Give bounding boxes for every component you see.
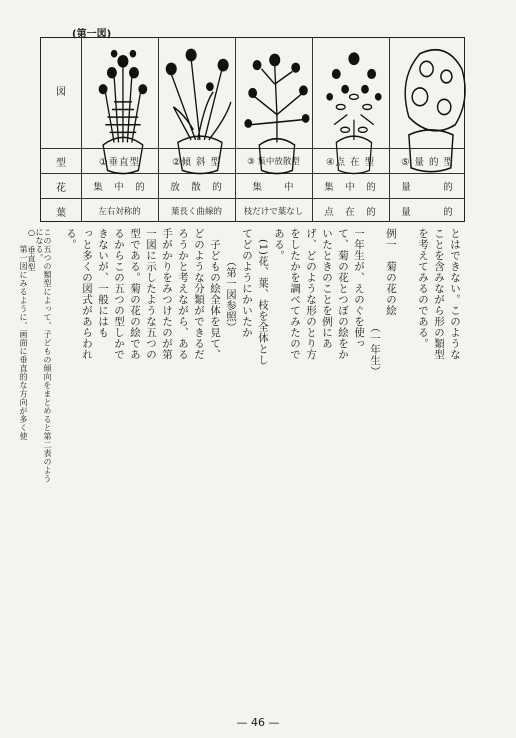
text-column: 第一図にみるように、画面に垂直的な方向が多く使 xyxy=(19,228,28,441)
text-column: この五つの類型によって、子どもの傾向をまとめると第二表のよう xyxy=(43,228,52,483)
text-column: 子どもの絵全体を見て、 xyxy=(209,228,221,360)
leaf-cell: 左右対称的 xyxy=(98,207,141,217)
left-text-block xyxy=(20,228,60,698)
text-column: っと多くの図式があらわれ xyxy=(81,228,93,360)
text-column: どのような分類ができるだ xyxy=(193,228,205,360)
text-column: 一年生が、えのぐを使っ xyxy=(353,228,365,349)
text-column: るからこの五つの型しかで xyxy=(113,228,125,360)
flower-cell: 量 的 xyxy=(401,182,454,193)
page-number: — 46 — xyxy=(236,716,280,729)
text-column: 一図に示したような五つの xyxy=(145,228,157,360)
text-column: ことを含みながら形の類型 xyxy=(433,228,445,360)
flower-cell: 集 中 xyxy=(252,182,295,193)
row-label-leaf: 葉 xyxy=(56,208,66,219)
row-label-type: 型 xyxy=(56,158,66,169)
row-label-diagram: 図 xyxy=(56,87,66,98)
flower-cell: 集 中 的 xyxy=(324,182,377,193)
type-cell: ④点 在 型 xyxy=(325,157,376,168)
text-column: 手がかりをみつけたのが第 xyxy=(161,228,173,360)
row-divider xyxy=(41,198,464,199)
leaf-cell: 葉長く曲線的 xyxy=(170,207,222,217)
text-column: (1)花、葉、枝を全体とし xyxy=(257,228,269,366)
text-column: きないが、一般にはも xyxy=(97,228,109,338)
text-column: を考えてみるのである。 xyxy=(417,228,429,349)
text-column: ○ 垂直型 xyxy=(27,228,36,272)
text-column: る。 xyxy=(65,228,77,250)
text-column: てどのようにかいたか xyxy=(241,228,253,338)
text-column: 例一 菊の花の絵 xyxy=(385,228,397,316)
type-cell: ③ 集中放散型 xyxy=(247,157,300,167)
figure-table xyxy=(40,37,465,222)
text-column: （一年生） xyxy=(369,228,381,377)
text-column: て、菊の花とつぼの絵をか xyxy=(337,228,349,360)
text-column: になる。 xyxy=(35,228,44,262)
text-column: いたときのことを例にあ xyxy=(321,228,333,349)
leaf-cell: 枝だけで葉なし xyxy=(243,207,304,217)
flower-cell: 集 中 的 xyxy=(93,182,146,193)
text-column: ろうかと考えながら、ある xyxy=(177,228,189,360)
leaf-cell: 量 的 xyxy=(401,207,454,218)
text-column: をしたかを調べてみたので xyxy=(289,228,301,360)
figure-title: (第一図) xyxy=(72,29,112,40)
type-cell: ①垂直型 xyxy=(98,157,141,168)
type-cell: ⑤ 量 的 型 xyxy=(400,157,455,168)
text-column: げ、どのような形のとり方 xyxy=(305,228,317,360)
row-label-flower: 花 xyxy=(56,183,66,194)
leaf-cell: 点 在 的 xyxy=(324,207,377,218)
text-column: とはできない。このような xyxy=(449,228,461,360)
text-column: （第一図参照） xyxy=(225,228,237,333)
flower-cell: 放 散 的 xyxy=(170,182,223,193)
type-cell: ②傾 斜 型 xyxy=(171,157,222,168)
text-column: ある。 xyxy=(273,228,285,261)
text-column: 型である。菊の花の絵であ xyxy=(129,228,141,360)
